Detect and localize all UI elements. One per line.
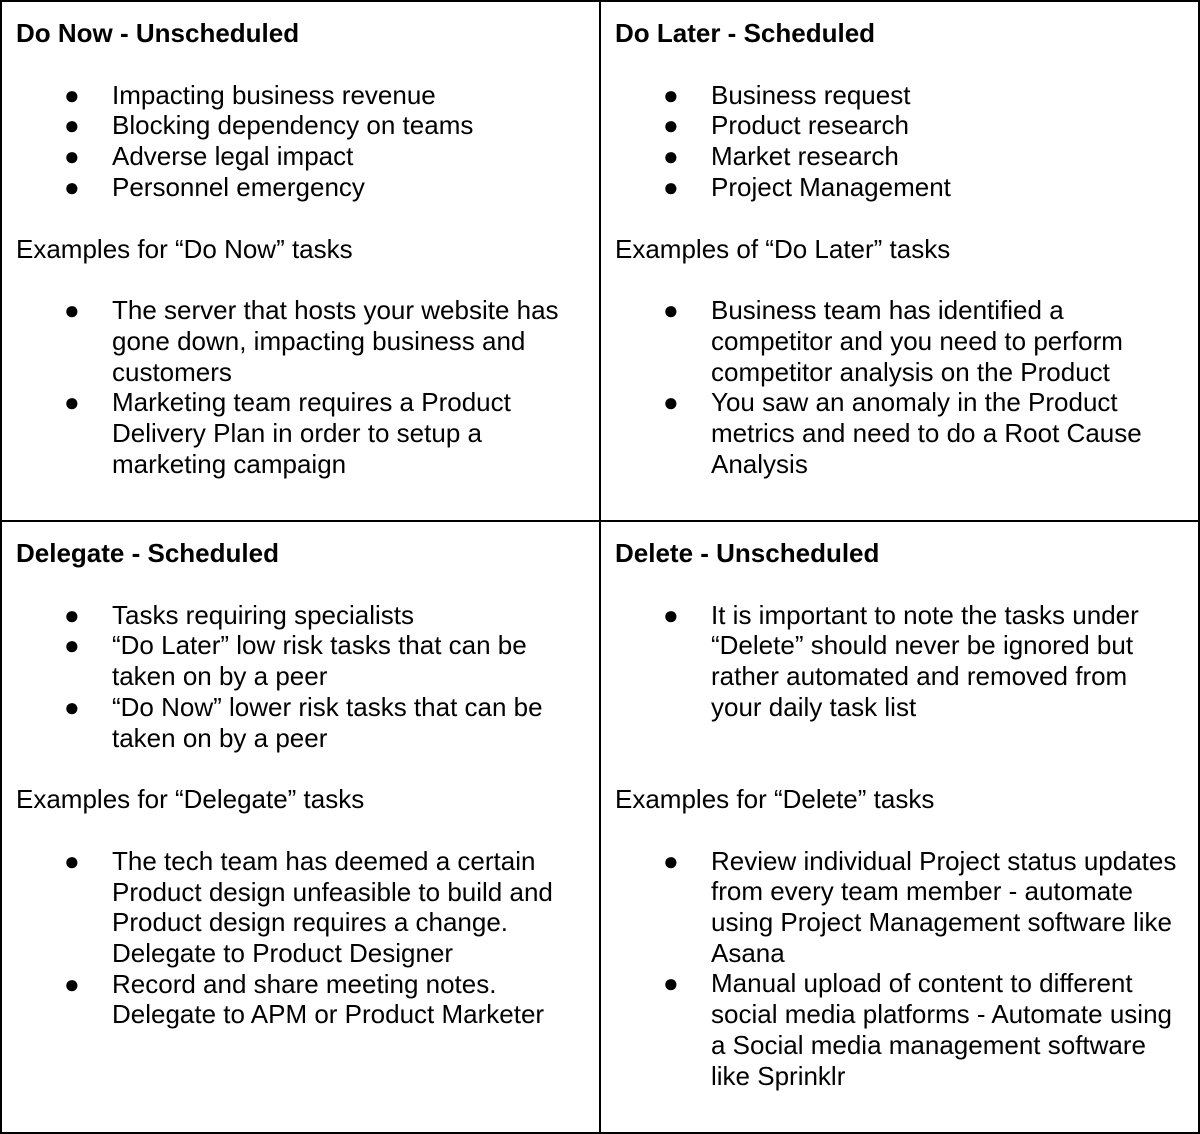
list-item: ● Product research: [663, 110, 909, 141]
criteria-list: [16, 80, 585, 203]
bullet-icon: ●: [64, 79, 80, 110]
criteria-list: [615, 600, 1184, 723]
bullet-icon: ●: [64, 691, 80, 722]
quadrant-title: Do Later - Scheduled: [615, 18, 876, 48]
list-item: ● Record and share meeting notes. Delegate to APM or Product Marketer: [64, 968, 545, 1030]
examples-list: [615, 846, 1184, 1092]
bullet-icon: ●: [663, 599, 679, 630]
list-item: ● Blocking dependency on teams: [64, 110, 474, 141]
bullet-icon: ●: [663, 968, 679, 999]
examples-heading: Examples for “Delete” tasks: [615, 783, 935, 814]
criteria-list: [615, 80, 1184, 203]
criteria-list: [16, 600, 585, 754]
list-item: ● “Do Later” low risk tasks that can be taken on by a peer: [64, 630, 527, 692]
examples-list: [16, 295, 585, 479]
quadrant-title: Delete - Unscheduled: [615, 538, 880, 568]
list-item: ● Marketing team requires a Product Delivery Plan in order to setup a marketing campaign: [64, 387, 511, 479]
examples-list: [615, 295, 1184, 479]
list-item: ● Impacting business revenue: [64, 79, 436, 110]
quadrant-delegate: [0, 520, 601, 1134]
bullet-icon: ●: [64, 845, 80, 876]
examples-heading: Examples of “Do Later” tasks: [615, 233, 951, 264]
quadrant-do-later: [599, 0, 1200, 522]
bullet-icon: ●: [663, 79, 679, 110]
quadrant-title: Do Now - Unscheduled: [16, 18, 300, 48]
examples-list: [16, 846, 585, 1030]
list-item: ● The tech team has deemed a certain Product design unfeasible to build and Product design requires a change. Delegate to Product Designer: [64, 845, 553, 969]
list-item: ● Business request: [663, 79, 911, 110]
examples-heading: Examples for “Delegate” tasks: [16, 784, 365, 815]
bullet-icon: ●: [64, 110, 80, 141]
list-item: ● Personnel emergency: [64, 171, 365, 202]
bullet-icon: ●: [64, 968, 80, 999]
bullet-icon: ●: [64, 599, 80, 630]
quadrant-do-now: [0, 0, 601, 522]
list-item: ● Tasks requiring specialists: [64, 599, 415, 630]
quadrant-delete: [599, 520, 1200, 1134]
list-item: ● Review individual Project status updates from every team member - automate using Project Management software like Asana: [663, 845, 1177, 968]
bullet-icon: ●: [663, 387, 679, 418]
bullet-icon: ●: [64, 171, 80, 202]
list-item: ● “Do Now” lower risk tasks that can be taken on by a peer: [64, 691, 543, 753]
examples-heading: Examples for “Do Now” tasks: [16, 233, 353, 264]
list-item: ● Business team has identified a competitor and you need to perform competitor analysis on the Product: [663, 295, 1123, 387]
list-item: ● Manual upload of content to different social media platforms - Automate using a Social media management software like Sprinklr: [663, 968, 1172, 1091]
list-item: ● Project Management: [663, 171, 951, 202]
bullet-icon: ●: [663, 141, 679, 172]
list-item: ● It is important to note the tasks under “Delete” should never be ignored but rather automated and removed from your daily task list: [663, 599, 1139, 722]
bullet-icon: ●: [64, 141, 80, 172]
list-item: ● You saw an anomaly in the Product metrics and need to do a Root Cause Analysis: [663, 387, 1142, 479]
bullet-icon: ●: [64, 295, 80, 326]
bullet-icon: ●: [663, 295, 679, 326]
bullet-icon: ●: [663, 171, 679, 202]
bullet-icon: ●: [663, 110, 679, 141]
bullet-icon: ●: [64, 387, 80, 418]
list-item: ● The server that hosts your website has gone down, impacting business and customers: [64, 295, 559, 387]
quadrant-title: Delegate - Scheduled: [16, 538, 279, 568]
bullet-icon: ●: [64, 630, 80, 661]
list-item: ● Market research: [663, 141, 899, 172]
list-item: ● Adverse legal impact: [64, 141, 354, 172]
bullet-icon: ●: [663, 845, 679, 876]
